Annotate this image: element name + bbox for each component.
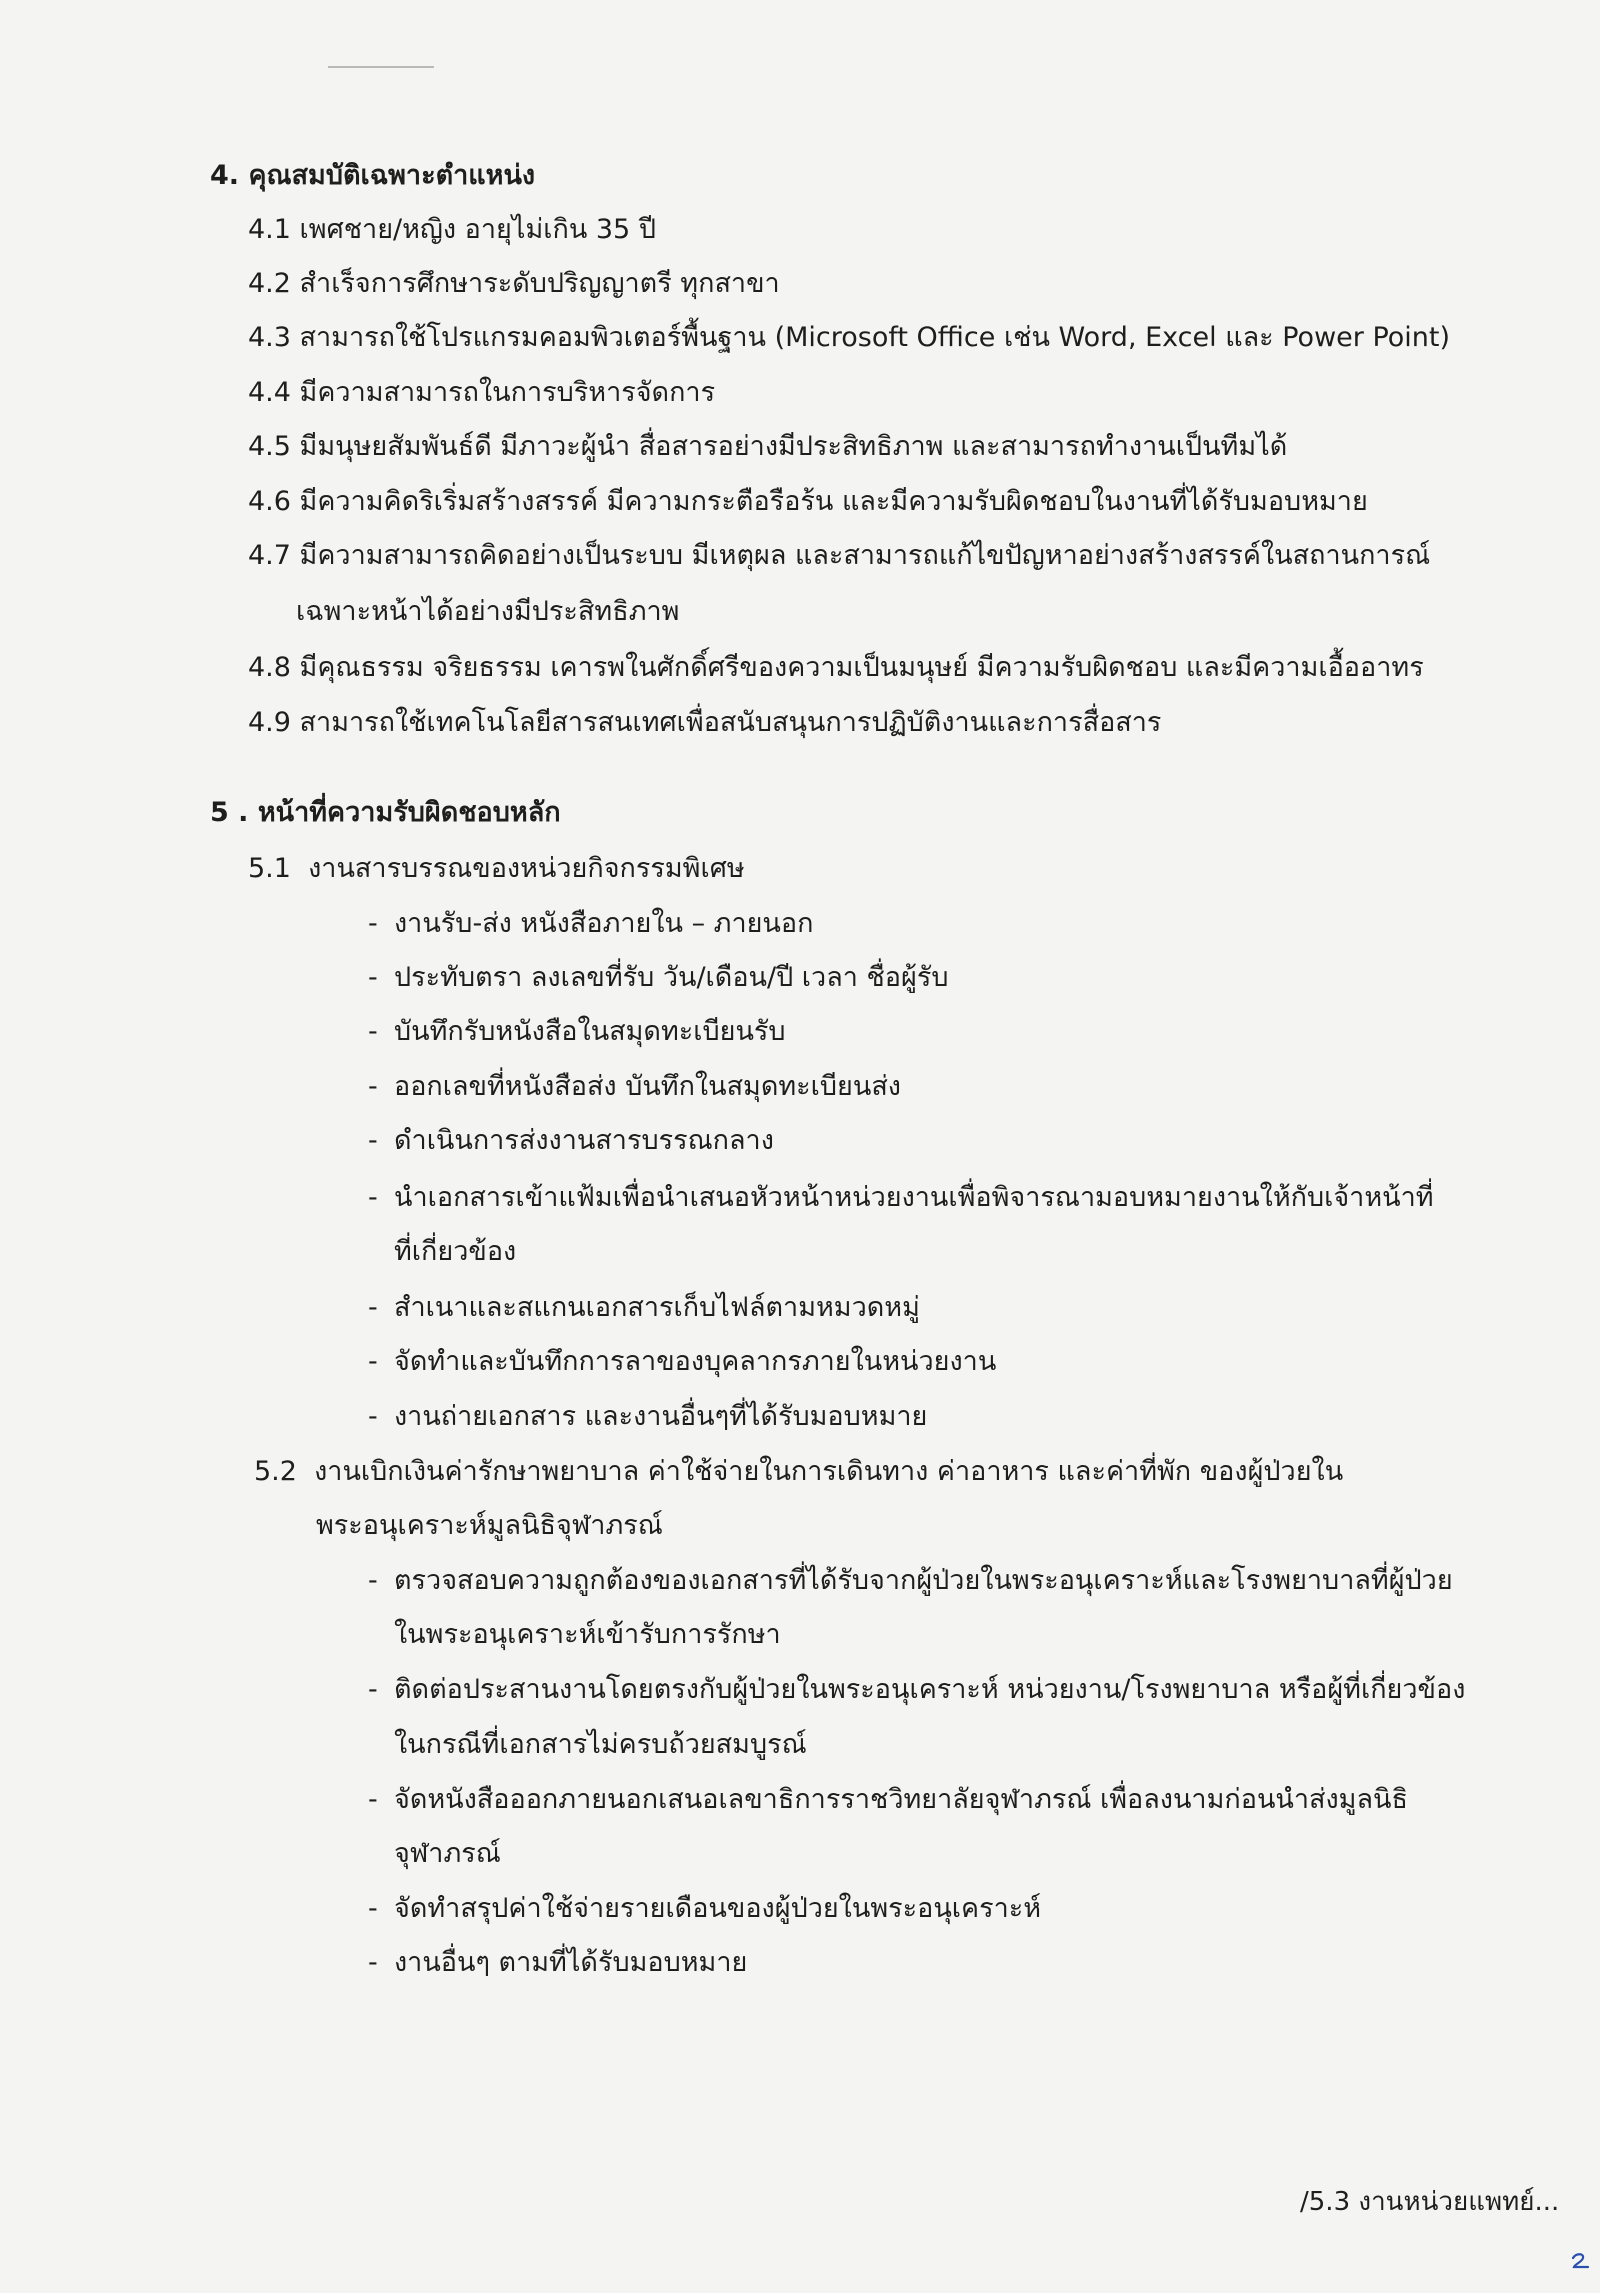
item-text: มีคุณธรรม จริยธรรม เคารพในศักดิ์ศรีของความเป็นมนุษย์ มีความรับผิดชอบ และมีความเอื้ออาทร	[299, 652, 1424, 683]
bullet-5-2-2-continuation: ในกรณีที่เอกสารไม่ครบถ้วยสมบูรณ์	[394, 1729, 807, 1760]
subsection-5-2-continuation: พระอนุเคราะห์มูลนิธิจุฬาภรณ์	[316, 1510, 663, 1541]
item-number: 4.4	[248, 377, 291, 408]
bullet-5-2-3	[368, 1782, 1408, 1818]
bullet-5-2-1	[368, 1563, 1453, 1599]
bullet-5-1-9	[368, 1399, 927, 1435]
bullet-text: จัดหนังสือออกภายนอกเสนอเลขาธิการราชวิทยาลัยจุฬาภรณ์ เพื่อลงนามก่อนนำส่งมูลนิธิ	[394, 1784, 1408, 1815]
bullet-dash: -	[368, 1893, 378, 1924]
item-number: 4.5	[248, 431, 291, 462]
bullet-text: จัดทำสรุปค่าใช้จ่ายรายเดือนของผู้ป่วยในพระอนุเคราะห์	[394, 1893, 1042, 1924]
bullet-text: นำเอกสารเข้าแฟ้มเพื่อนำเสนอหัวหน้าหน่วยงานเพื่อพิจารณามอบหมายงานให้กับเจ้าหน้าที่	[394, 1182, 1434, 1213]
item-text: มีความคิดริเริ่มสร้างสรรค์ มีความกระตือรือร้น และมีความรับผิดชอบในงานที่ได้รับมอบหมาย	[299, 486, 1368, 517]
item-4-1	[248, 212, 656, 248]
bullet-dash: -	[368, 1947, 378, 1978]
item-4-2	[248, 266, 780, 302]
bullet-dash: -	[368, 1565, 378, 1596]
bullet-5-1-6	[368, 1180, 1434, 1216]
bullet-dash: -	[368, 1674, 378, 1705]
scan-artifact	[328, 66, 434, 68]
page-mark-icon	[1570, 2250, 1592, 2272]
bullet-dash: -	[368, 1292, 378, 1323]
bullet-dash: -	[368, 1401, 378, 1432]
item-text: มีมนุษยสัมพันธ์ดี มีภาวะผู้นำ สื่อสารอย่างมีประสิทธิภาพ และสามารถทำงานเป็นทีมได้	[299, 431, 1288, 462]
item-number: 4.3	[248, 322, 291, 353]
item-number: 4.1	[248, 214, 291, 245]
bullet-text: ตรวจสอบความถูกต้องของเอกสารที่ได้รับจากผู้ป่วยในพระอนุเคราะห์และโรงพยาบาลที่ผู้ป่วย	[394, 1565, 1453, 1596]
bullet-5-2-1-continuation: ในพระอนุเคราะห์เข้ารับการรักษา	[394, 1619, 781, 1650]
continuation-reference: /5.3 งานหน่วยแพทย์...	[1300, 2187, 1560, 2217]
item-text: สำเร็จการศึกษาระดับปริญญาตรี ทุกสาขา	[299, 268, 780, 299]
section-5-heading: 5 . หน้าที่ความรับผิดชอบหลัก	[210, 797, 561, 828]
bullet-text: บันทึกรับหนังสือในสมุดทะเบียนรับ	[394, 1016, 786, 1047]
bullet-text: งานอื่นๆ ตามที่ได้รับมอบหมาย	[394, 1947, 748, 1978]
subsection-number: 5.1	[248, 853, 291, 884]
bullet-text: จัดทำและบันทึกการลาของบุคลากรภายในหน่วยงาน	[394, 1346, 997, 1377]
subsection-title: งานเบิกเงินค่ารักษาพยาบาล ค่าใช้จ่ายในการเดินทาง ค่าอาหาร และค่าที่พัก ของผู้ป่วยใน	[314, 1456, 1344, 1487]
item-text: สามารถใช้โปรแกรมคอมพิวเตอร์พื้นฐาน (Microsoft Office เช่น Word, Excel และ Power Point)	[299, 322, 1451, 353]
item-number: 4.9	[248, 707, 291, 738]
bullet-dash: -	[368, 1125, 378, 1156]
bullet-5-2-3-continuation: จุฬาภรณ์	[394, 1838, 501, 1869]
bullet-text: งานถ่ายเอกสาร และงานอื่นๆที่ได้รับมอบหมาย	[394, 1401, 928, 1432]
bullet-5-1-5	[368, 1123, 774, 1159]
bullet-text: ติดต่อประสานงานโดยตรงกับผู้ป่วยในพระอนุเคราะห์ หน่วยงาน/โรงพยาบาล หรือผู้ที่เกี่ยวข้อง	[394, 1674, 1466, 1705]
item-4-7	[248, 538, 1430, 574]
bullet-5-1-3	[368, 1014, 786, 1050]
item-number: 4.7	[248, 540, 291, 571]
bullet-text: ออกเลขที่หนังสือส่ง บันทึกในสมุดทะเบียนส่ง	[394, 1071, 901, 1102]
item-4-7-continuation: เฉพาะหน้าได้อย่างมีประสิทธิภาพ	[296, 596, 680, 627]
bullet-dash: -	[368, 1071, 378, 1102]
bullet-text: งานรับ-ส่ง หนังสือภายใน – ภายนอก	[394, 908, 814, 939]
bullet-dash: -	[368, 1784, 378, 1815]
subsection-number: 5.2	[254, 1456, 297, 1487]
bullet-text: สำเนาและสแกนเอกสารเก็บไฟล์ตามหมวดหมู่	[394, 1292, 920, 1323]
item-4-4	[248, 375, 715, 411]
bullet-5-1-8	[368, 1344, 996, 1380]
bullet-5-1-4	[368, 1069, 901, 1105]
bullet-dash: -	[368, 1016, 378, 1047]
bullet-text: ดำเนินการส่งงานสารบรรณกลาง	[394, 1125, 774, 1156]
item-number: 4.8	[248, 652, 291, 683]
subsection-title: งานสารบรรณของหน่วยกิจกรรมพิเศษ	[308, 853, 745, 884]
bullet-dash: -	[368, 908, 378, 939]
item-4-8	[248, 650, 1424, 686]
bullet-5-1-7	[368, 1290, 920, 1326]
subsection-5-1	[248, 851, 745, 887]
bullet-5-2-5	[368, 1945, 747, 1981]
item-4-9	[248, 705, 1161, 741]
item-4-5	[248, 429, 1287, 465]
bullet-5-1-2	[368, 960, 949, 996]
item-text: มีความสามารถคิดอย่างเป็นระบบ มีเหตุผล และสามารถแก้ไขปัญหาอย่างสร้างสรรค์ในสถานการณ์	[299, 540, 1431, 571]
bullet-5-2-4	[368, 1891, 1041, 1927]
bullet-5-1-6-continuation: ที่เกี่ยวข้อง	[394, 1236, 517, 1267]
subsection-5-2	[254, 1454, 1343, 1490]
item-text: สามารถใช้เทคโนโลยีสารสนเทศเพื่อสนับสนุนการปฏิบัติงานและการสื่อสาร	[299, 707, 1162, 738]
bullet-text: ประทับตรา ลงเลขที่รับ วัน/เดือน/ปี เวลา ชื่อผู้รับ	[394, 962, 949, 993]
bullet-5-2-2	[368, 1672, 1465, 1708]
bullet-dash: -	[368, 1346, 378, 1377]
item-4-3	[248, 320, 1450, 356]
bullet-dash: -	[368, 1182, 378, 1213]
item-text: มีความสามารถในการบริหารจัดการ	[299, 377, 716, 408]
bullet-dash: -	[368, 962, 378, 993]
bullet-5-1-1	[368, 906, 813, 942]
section-4-heading: 4. คุณสมบัติเฉพาะตำแหน่ง	[210, 160, 536, 191]
item-4-6	[248, 484, 1368, 520]
item-number: 4.6	[248, 486, 291, 517]
item-text: เพศชาย/หญิง อายุไม่เกิน 35 ปี	[299, 214, 656, 245]
item-number: 4.2	[248, 268, 291, 299]
